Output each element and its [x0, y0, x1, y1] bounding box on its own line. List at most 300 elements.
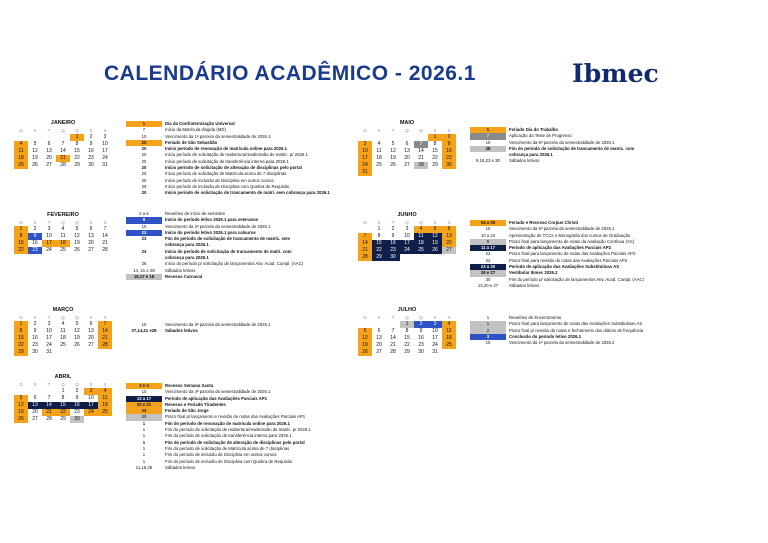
weekday-label: Q [75, 382, 79, 387]
events-marco [126, 322, 272, 335]
day-cell: 1 [70, 134, 84, 141]
day-cell: 2 [33, 226, 37, 232]
day-cell: 10 [102, 141, 108, 147]
day-cell [98, 349, 112, 356]
week-row [14, 141, 112, 148]
week-row [14, 388, 112, 395]
day-cell: 6 [377, 328, 381, 334]
events-abril [126, 383, 312, 471]
event-description: Início período de solicitação de trancamento de matri. sem cobrança para 2026.1 [165, 190, 330, 196]
event-description: Feriado e Recesso Corpus Christi [509, 220, 579, 225]
event-date: 14, 21 e 28 [133, 267, 155, 273]
day-cell: 26 [358, 349, 372, 356]
day-cell [442, 349, 456, 356]
event-row [126, 465, 312, 471]
month-name: JULHO [397, 307, 417, 313]
day-cell: 11 [98, 395, 112, 402]
day-cell: 8 [75, 141, 79, 147]
event-description: Início da Matrícula dirigida (MD) [165, 127, 226, 133]
day-cell [14, 388, 28, 395]
month-name: FEVEREIRO [47, 212, 79, 218]
calendar-marco [14, 307, 112, 356]
event-date: 1 [142, 452, 146, 458]
week-row [14, 335, 112, 342]
day-cell: 1 [400, 321, 414, 328]
weekday-label: T [47, 128, 51, 133]
day-cell: 8 [61, 395, 65, 401]
event-description: Aplicação da Teste de Progresso [509, 133, 572, 139]
day-cell: 16 [418, 335, 424, 341]
day-cell: 1 [14, 226, 28, 233]
event-description: Período de aplicação das Avaliações Parciais AP2 [509, 245, 611, 251]
day-cell: 4 [98, 388, 112, 395]
day-cell: 9 [89, 141, 93, 147]
week-row [14, 155, 112, 162]
day-cell: 14 [102, 233, 108, 239]
day-cell [56, 134, 70, 141]
event-date: 10 [141, 133, 147, 139]
day-cell: 6 [89, 226, 93, 232]
events-fevereiro [126, 211, 304, 280]
day-cell: 21 [418, 155, 424, 161]
weekday-label: S [103, 220, 107, 225]
day-cell: 22 [56, 409, 70, 416]
week-row [358, 254, 456, 261]
day-cell: 17 [84, 402, 98, 409]
weekday-label: D [19, 128, 23, 133]
day-cell [386, 321, 400, 328]
day-cell: 15 [74, 148, 80, 154]
event-date: 20 [141, 177, 147, 183]
week-row [358, 328, 456, 335]
day-cell: 3 [47, 321, 51, 327]
weekday-label: S [103, 128, 107, 133]
event-date: 1 [470, 321, 506, 327]
event-description: Sábados letivos [509, 282, 540, 288]
day-cell: 6 [47, 141, 51, 147]
event-date: 22 [485, 251, 491, 257]
day-cell: 1 [377, 226, 381, 232]
day-cell: 29 [60, 416, 66, 422]
day-cell [358, 226, 372, 233]
event-date: 30 [485, 276, 491, 282]
event-date: 10 a 24 [480, 232, 496, 238]
day-cell [428, 169, 442, 176]
day-cell: 7 [391, 328, 395, 334]
event-description: Recesso e Feriado Tiradentes [165, 401, 226, 407]
day-cell: 2 [442, 134, 456, 141]
day-cell: 20 [88, 240, 94, 246]
day-cell: 17 [46, 335, 52, 341]
event-date: 16,17 e 18 [126, 274, 162, 280]
week-row [358, 342, 456, 349]
event-date: 1 [470, 127, 506, 133]
event-description: Início período de solicitação de Matrícula acima de 7 disciplinas [165, 171, 287, 177]
day-cell: 26 [390, 162, 396, 168]
day-cell [56, 349, 70, 356]
day-cell [14, 134, 28, 141]
event-description: Fim do período de renovação de matrícula online para 2026.1 [165, 420, 290, 426]
event-date: 04 a 05 [470, 220, 506, 226]
day-cell: 21 [98, 335, 112, 342]
day-cell [414, 254, 428, 261]
week-row [14, 134, 112, 141]
weekday-label: S [103, 382, 107, 387]
day-cell: 7 [61, 141, 65, 147]
week-row [14, 349, 112, 356]
day-cell: 15 [14, 335, 28, 342]
weekday-label: D [19, 382, 23, 387]
day-cell: 22 [14, 342, 28, 349]
event-description: Feriado Dia do Trabalho [509, 127, 558, 132]
day-cell: 15 [14, 240, 28, 247]
day-cell: 18 [414, 240, 428, 247]
day-cell: 10 [404, 233, 410, 239]
day-cell: 9 [419, 328, 423, 334]
day-cell: 16 [32, 240, 38, 246]
day-cell: 18 [98, 402, 112, 409]
event-description: Vencimento da 1ª parcela da semestralidade de 2026.1 [165, 133, 271, 139]
day-cell: 4 [61, 226, 65, 232]
day-cell: 17 [400, 240, 414, 247]
event-date: 07,14,21 e28 [131, 328, 157, 334]
events-janeiro [126, 121, 331, 197]
day-cell: 10 [46, 328, 52, 334]
weekday-label: S [377, 128, 381, 133]
day-cell: 1 [428, 134, 442, 141]
weekday-label: S [89, 315, 93, 320]
day-cell: 27 [442, 247, 456, 254]
day-cell: 31 [102, 162, 108, 168]
day-cell: 30 [88, 162, 94, 168]
day-cell: 19 [358, 342, 372, 349]
day-cell: 24 [400, 247, 414, 254]
week-row [14, 162, 112, 169]
day-cell: 9 [442, 141, 456, 148]
day-cell: 22 [14, 247, 28, 254]
calendar-maio [358, 120, 456, 176]
day-cell [358, 321, 372, 328]
event-description: Sábados letivos [165, 464, 196, 470]
day-cell: 21 [56, 155, 70, 162]
day-cell: 26 [32, 162, 38, 168]
event-date: 20 [126, 140, 162, 146]
day-cell: 7 [414, 141, 428, 148]
day-cell [414, 134, 428, 141]
event-row [126, 328, 272, 334]
day-cell: 5 [75, 321, 79, 327]
day-cell: 4 [377, 141, 381, 147]
event-date: 10 [485, 139, 491, 145]
weekday-label: Q [61, 220, 65, 225]
event-date: 13,20 e 27 [477, 282, 499, 288]
day-cell: 3 [428, 321, 442, 328]
day-cell: 6 [33, 395, 37, 401]
day-cell: 28 [98, 342, 112, 349]
event-description: Vencimento da 1ª parcela da semestralidade de 2026.2 [509, 340, 615, 346]
day-cell: 7 [98, 321, 112, 328]
day-cell: 19 [14, 409, 28, 416]
day-cell: 11 [414, 233, 428, 240]
day-cell: 18 [56, 240, 70, 247]
week-row [14, 226, 112, 233]
day-cell: 4 [14, 141, 28, 148]
event-description: Recesso Semana Santa [165, 383, 214, 388]
day-cell: 4 [61, 321, 65, 327]
day-cell: 22 [74, 155, 80, 161]
day-cell: 26 [428, 247, 442, 254]
event-date: 9 [126, 217, 162, 223]
day-cell [28, 388, 42, 395]
event-description: Prazo final p/ revisão de notas e fechamento dos diários de frequência [509, 327, 644, 333]
day-cell: 20 [442, 240, 456, 247]
event-date: 20 e 21 [126, 402, 162, 408]
day-cell [42, 134, 56, 141]
day-cell: 14 [42, 402, 56, 409]
weekday-label: D [363, 128, 367, 133]
day-cell: 23 [442, 155, 456, 162]
week-row [14, 328, 112, 335]
event-description: Período de aplicação das Avaliações Substitutivas AS [509, 264, 620, 270]
event-date: 2 [470, 328, 506, 334]
event-description: Vencimento da 5ª parcela da semestralidade de 2026.1 [509, 139, 615, 145]
day-cell: 20 [46, 155, 52, 161]
event-description: Início período de solicitação de reabertura/readmissão de matric. p/ 2026.1 [165, 152, 308, 158]
event-date: 24 [141, 248, 147, 254]
weekday-label: Q [419, 220, 423, 225]
event-description: Sábados letivos [165, 267, 196, 273]
day-cell [84, 349, 98, 356]
day-cell: 17 [42, 240, 56, 247]
day-cell: 25 [14, 162, 28, 169]
event-date: 20 [141, 171, 147, 177]
day-cell: 28 [60, 162, 66, 168]
day-cell [70, 349, 84, 356]
day-cell [84, 416, 98, 423]
weekday-label: T [391, 220, 395, 225]
event-description: Período de aplicação das Avaliações Parciais AP1 [165, 395, 267, 401]
event-description: Sábados letivos [509, 158, 540, 164]
week-row [358, 335, 456, 342]
day-cell: 7 [47, 395, 51, 401]
event-description: Fim do período de solicitação de trancamento de matric. com [509, 145, 635, 151]
week-row [14, 342, 112, 349]
day-cell: 24 [432, 342, 438, 348]
weekday-label: D [363, 315, 367, 320]
day-cell: 23 [74, 409, 80, 415]
day-cell: 21 [42, 409, 56, 416]
day-cell: 18 [442, 335, 456, 342]
event-description: Fim do período p/ solicitação de lançamentos Ativ. Acad. Compl. (AAC) [509, 276, 645, 282]
event-description: Início período de solicitação de transferência interna para 2026.1 [165, 158, 289, 164]
day-cell: 31 [432, 349, 438, 355]
day-cell: 3 [84, 388, 98, 395]
event-description: Fim do período de solicitação de trancamento de matríc. sem [165, 236, 291, 242]
event-date: 20 [141, 183, 147, 189]
day-cell: 20 [88, 335, 94, 341]
day-cell: 10 [358, 148, 372, 155]
day-cell: 10 [88, 395, 94, 401]
event-date: 3 [470, 334, 506, 340]
day-cell: 26 [14, 416, 28, 423]
weekday-label: S [103, 315, 107, 320]
day-cell: 13 [376, 335, 382, 341]
day-cell: 25 [442, 342, 456, 349]
day-cell: 30 [70, 416, 84, 423]
day-cell: 27 [376, 349, 382, 355]
day-cell: 24 [46, 247, 52, 253]
day-cell: 5 [391, 141, 395, 147]
day-cell: 30 [418, 349, 424, 355]
day-cell: 23 [88, 155, 94, 161]
event-description: Início período de renovação de matrícula online para 2026.1 [165, 146, 288, 152]
day-cell: 16 [386, 240, 400, 247]
week-row [358, 141, 456, 148]
day-cell: 18 [376, 155, 382, 161]
day-cell: 12 [358, 335, 372, 342]
day-cell: 2 [391, 226, 395, 232]
day-cell: 25 [414, 247, 428, 254]
calendar-janeiro [14, 120, 112, 169]
day-cell: 23 [418, 342, 424, 348]
day-cell: 12 [74, 233, 80, 239]
events-maio [470, 127, 635, 165]
day-cell: 28 [390, 349, 396, 355]
weekday-label: S [447, 315, 451, 320]
event-description: Prazo final para lançamento de notas das Avaliações Parciais AP2 [509, 251, 636, 257]
event-date: 13 a 17 [126, 396, 162, 402]
week-row [358, 349, 456, 356]
page-title: CALENDÁRIO ACADÊMICO - 2026.1 [104, 62, 476, 85]
day-cell: 20 [404, 155, 410, 161]
day-cell [400, 134, 414, 141]
weekday-label: Q [405, 315, 409, 320]
day-cell: 6 [89, 321, 93, 327]
weekday-label: S [377, 315, 381, 320]
day-cell: 17 [358, 155, 372, 162]
event-description: Fim do período de solicitação de transferência interna para 2026.1 [165, 433, 292, 439]
day-cell: 8 [14, 233, 28, 240]
weekday-label: S [89, 382, 93, 387]
day-cell: 28 [358, 254, 372, 261]
calendar-julho [358, 307, 456, 356]
weekday-label: S [33, 220, 37, 225]
week-row [14, 240, 112, 247]
week-row [358, 155, 456, 162]
month-name: JANEIRO [50, 120, 76, 126]
day-cell: 13 [404, 148, 410, 154]
event-description: Prazo final para lançamento de notas da Avaliação Contínua (AC) [509, 238, 635, 244]
event-description: Fim do período de inclusão de Disciplina com Quebra de Requisito [165, 458, 293, 464]
weekday-label: T [47, 315, 51, 320]
day-cell [28, 134, 42, 141]
day-cell: 26 [74, 247, 80, 253]
day-cell: 27 [32, 416, 38, 422]
event-description: Vencimento da 4ª parcela da semestralidade de 2026.1 [165, 389, 271, 395]
event-date: 1 [142, 439, 146, 445]
day-cell: 11 [14, 148, 28, 155]
event-description: Fim do período de solicitação de alteração de disciplinas pelo portal [165, 439, 305, 445]
day-cell: 5 [75, 226, 79, 232]
event-date: 20 [141, 165, 147, 171]
event-date: 10 [141, 223, 147, 229]
month-name: ABRIL [54, 374, 72, 380]
event-date: 9 [470, 239, 506, 245]
event-date: 20 [141, 190, 147, 196]
day-cell: 6 [405, 141, 409, 147]
day-cell: 30 [386, 254, 400, 261]
day-cell: 27 [88, 342, 94, 348]
event-description: Vencimento da 2ª parcela da semestralidade de 2026.1 [165, 223, 271, 229]
day-cell: 15 [404, 335, 410, 341]
event-description: Reuniões de Encerramento [509, 315, 562, 320]
day-cell [400, 254, 414, 261]
event-description: Dia da Confraternização Universal [165, 121, 235, 126]
day-cell: 9 [28, 233, 42, 240]
day-cell: 15 [56, 402, 70, 409]
day-cell: 13 [88, 233, 94, 239]
day-cell: 19 [428, 240, 442, 247]
day-cell: 16 [442, 148, 456, 155]
day-cell: 29 [372, 254, 386, 261]
ibmec-logo: Ibmec [572, 59, 659, 88]
weekday-label: S [377, 220, 381, 225]
event-description: Apresentação de TCCs e Monografia dos cursos de Graduação [509, 232, 631, 238]
event-date: 20 [141, 152, 147, 158]
week-row [358, 148, 456, 155]
day-cell: 29 [14, 349, 28, 356]
weekday-label: S [433, 220, 437, 225]
week-row [14, 233, 112, 240]
day-cell: 3 [358, 141, 372, 148]
event-description: Prazo final para revisão de notas das Avaliações Parciais AP2 [509, 257, 628, 263]
day-cell: 2 [75, 388, 79, 394]
event-date: 1 [142, 458, 146, 464]
weekday-label: S [433, 315, 437, 320]
day-cell: 25 [376, 162, 382, 168]
day-cell [372, 321, 386, 328]
day-cell: 21 [358, 247, 372, 254]
week-row [358, 169, 456, 176]
event-date: 9,16,23 e 30 [476, 158, 500, 164]
event-description: Início do período p/ solicitação de lançamentos Ativ. Acad. Compl. (AAC) [165, 261, 304, 267]
event-description: Conclusão do período letivo 2026.1 [509, 333, 582, 339]
weekday-label: T [391, 128, 395, 133]
weekday-label: S [447, 220, 451, 225]
event-date: 26 [141, 261, 147, 267]
weekday-label: S [89, 128, 93, 133]
day-cell: 28 [414, 162, 428, 169]
day-cell: 31 [358, 169, 372, 176]
week-row [358, 233, 456, 240]
event-date: 7 [470, 133, 506, 139]
weekday-label: Q [405, 220, 409, 225]
weekday-label: Q [61, 315, 65, 320]
event-row [126, 190, 331, 196]
day-cell [386, 134, 400, 141]
day-cell: 4 [414, 226, 428, 233]
day-cell [358, 134, 372, 141]
event-date: 1 [142, 433, 146, 439]
event-description: Vencimento da 6ª parcela da semestralidade de 2026.1 [509, 226, 615, 232]
month-name: JUNHO [397, 212, 417, 218]
weekday-label: D [363, 220, 367, 225]
day-cell: 24 [102, 155, 108, 161]
day-cell: 29 [404, 349, 410, 355]
day-cell: 10 [46, 233, 52, 239]
day-cell: 13 [46, 148, 52, 154]
event-description: Fim do período de solicitação de Matrícula acima de 7 disciplinas [165, 445, 290, 451]
